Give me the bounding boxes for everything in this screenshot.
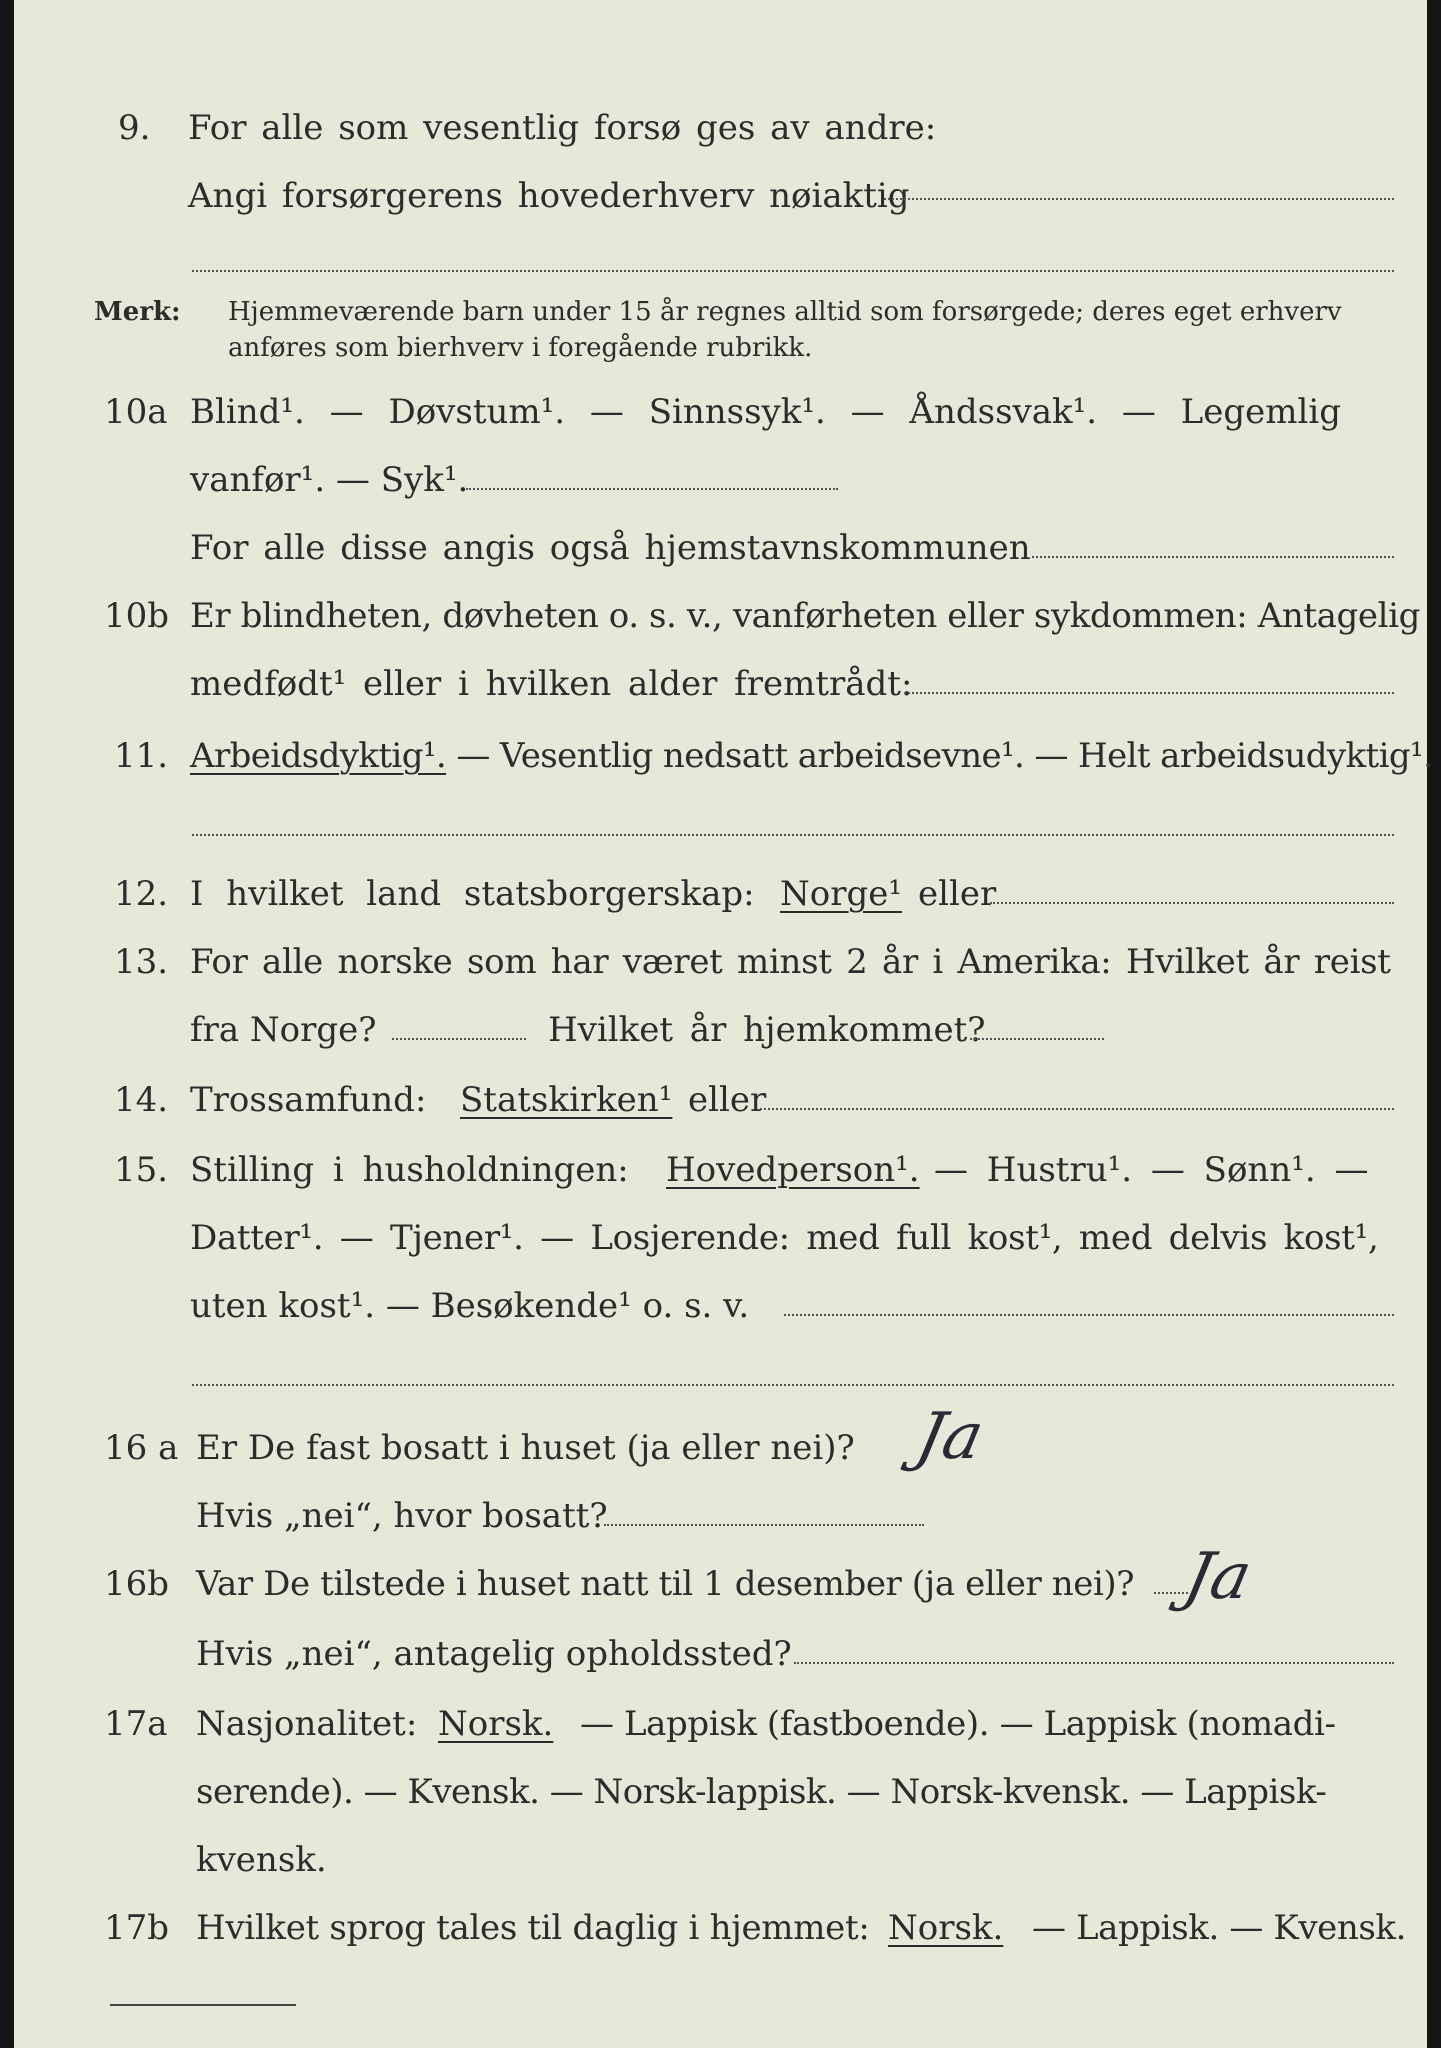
q10b-answer-field[interactable] [904,692,1394,694]
q16a-handwritten-answer[interactable]: Ja [910,1400,990,1474]
q15-line3: uten kost¹. — Besøkende¹ o. s. v. [190,1286,750,1326]
q13-line1: For alle norske som har været minst 2 år i Amerika: Hvilket år reist [190,942,1391,982]
q9-answer-field-2[interactable] [192,270,1394,272]
q15-text: Stilling i husholdningen: [190,1150,629,1190]
q15-number: 15. [114,1150,169,1190]
q16b-answer-field[interactable] [1154,1592,1188,1594]
q16b-line2: Hvis „nei“, antagelig opholdssted? [196,1634,792,1674]
q10a-hjemstavn-field[interactable] [1032,556,1394,558]
q14-tail: eller [688,1080,767,1120]
q17b-number: 17b [104,1908,170,1948]
q16a-line2: Hvis „nei“, hvor bosatt? [196,1496,608,1536]
q14-answer-field[interactable] [760,1108,1394,1110]
q12-number: 12. [114,874,169,914]
q16a-number: 16 a [104,1428,179,1468]
q14-answer[interactable]: Statskirken¹ [460,1080,673,1120]
q10b-number: 10b [104,596,170,636]
q9-line2: Angi forsørgerens hovederhverv nøiaktig [188,176,910,216]
q10b-line1: Er blindheten, døvheten o. s. v., vanførheten eller sykdommen: Antagelig [190,596,1420,636]
census-form-page [14,0,1434,2048]
q12-tail: eller [918,874,997,914]
q15-line2: Datter¹. — Tjener¹. — Losjerende: med full kost¹, med delvis kost¹, [190,1218,1379,1258]
q10a-answer-field[interactable] [466,488,838,490]
q11-selected-option[interactable]: Arbeidsdyktig¹. [190,736,447,776]
q11-number: 11. [114,736,169,776]
q17a-rest1: — Lappisk (fastboende). — Lappisk (nomadi- [580,1704,1336,1744]
q15-answer[interactable]: Hovedperson¹. [666,1150,920,1190]
footnote-divider [110,2004,296,2006]
q17a-number: 17a [104,1704,168,1744]
q16b-line1: Var De tilstede i huset natt til 1 desember (ja eller nei)? [196,1564,1135,1604]
q11-answer-field[interactable] [192,834,1394,836]
q12-answer[interactable]: Norge¹ [780,874,902,914]
q10a-line1: Blind¹. — Døvstum¹. — Sinnssyk¹. — Åndssvak¹. — Legemlig [190,392,1341,432]
q13-line2a: fra Norge? [190,1010,377,1050]
q17a-line3: kvensk. [196,1840,327,1880]
q9-number: 9. [118,108,151,148]
q13-line2b: Hvilket år hjemkommet? [548,1010,986,1050]
q16b-number: 16b [104,1564,170,1604]
q15-answer-field[interactable] [784,1314,1394,1316]
q17a-answer[interactable]: Norsk. [438,1704,554,1744]
q17a-line2: serende). — Kvensk. — Norsk-lappisk. — Norsk-kvensk. — Lappisk- [196,1772,1327,1812]
q9-answer-field[interactable] [884,198,1394,200]
q13-hjemkommet-field[interactable] [970,1038,1104,1040]
q10a-line3: For alle disse angis også hjemstavnskommunen [190,528,1031,568]
merk-line2: anføres som bierhverv i foregående rubrikk. [228,333,813,363]
q16b-opholdssted-field[interactable] [794,1662,1394,1664]
q15-answer-field-2[interactable] [192,1384,1394,1386]
merk-line1: Hjemmeværende barn under 15 år regnes alltid som forsørgede; deres eget erhverv [228,297,1342,327]
q17b-text: Hvilket sprog tales til daglig i hjemmet: [196,1908,870,1948]
q9-line1: For alle som vesentlig forsø ges av andre: [188,108,937,148]
q10b-line2: medfødt¹ eller i hvilken alder fremtrådt: [190,664,913,704]
q16b-handwritten-answer[interactable]: Ja [1178,1540,1258,1614]
q14-text: Trossamfund: [190,1080,427,1120]
q11-rest: — Vesentlig nedsatt arbeidsevne¹. — Helt arbeidsudyktig¹. [446,736,1434,776]
q13-number: 13. [114,942,169,982]
q15-rest1: — Hustru¹. — Sønn¹. — [934,1150,1369,1190]
q16a-line1: Er De fast bosatt i huset (ja eller nei)? [196,1428,855,1468]
q17a-label: Nasjonalitet: [196,1704,418,1744]
q13-reist-field[interactable] [392,1038,526,1040]
q10a-number: 10a [104,392,168,432]
q11-line [190,736,1433,776]
q17b-answer[interactable]: Norsk. [888,1908,1004,1948]
q10a-line2: vanfør¹. — Syk¹. [190,460,469,500]
q17b-rest: — Lappisk. — Kvensk. [1032,1908,1407,1948]
q12-answer-field[interactable] [990,902,1394,904]
merk-label: Merk: [94,297,181,327]
q12-text: I hvilket land statsborgerskap: [190,874,755,914]
q14-number: 14. [114,1080,169,1120]
q16a-bosatt-field[interactable] [604,1524,924,1526]
